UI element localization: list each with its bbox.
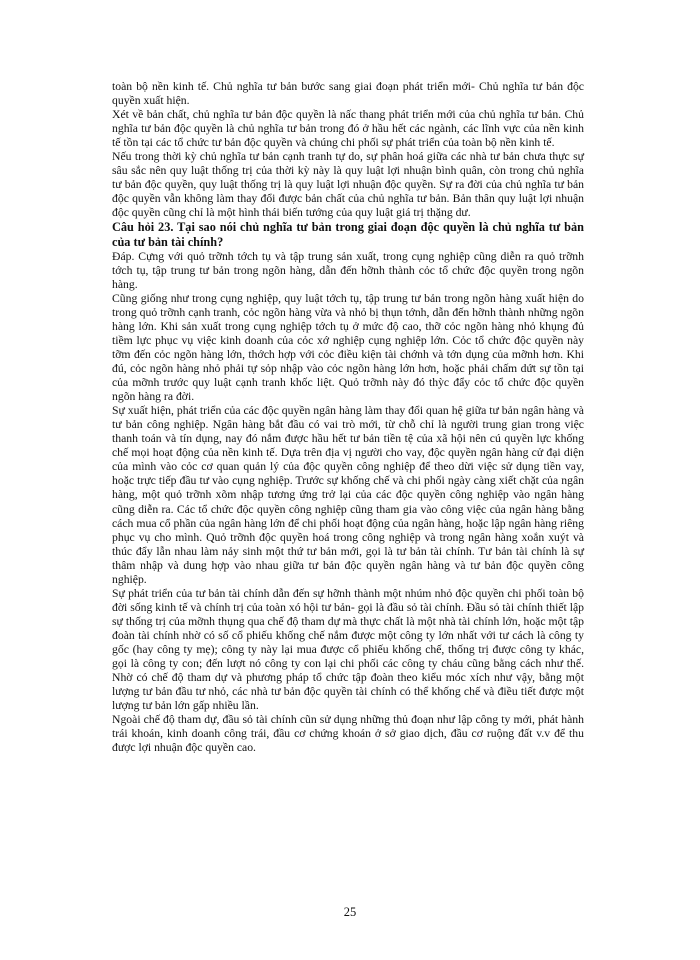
question-heading: Câu hỏi 23. Tại sao nói chủ nghĩa tư bản trong giai đoạn độc quyền là chủ nghĩa tư bản của tư bản tài chính? xyxy=(112,220,584,250)
answer-paragraph: Sự xuất hiện, phát triển của các độc quyền ngân hàng làm thay đổi quan hệ giữa tư bản ngân hàng và tư bản công nghiệp. Ngân hàng bắt đầu có vai trò mới, từ chỗ chỉ là người trung gian trong việc thanh toán và tín dụng, nay đó nắm được hầu hết tư bản tiền tệ của xã hội nên cú quyền lực khống chế mọi hoạt động của nền kinh tế. Dựa trên địa vị người cho vay, độc quyền ngân hàng cử đại diện của mình vào cỏc cơ quan quản lý của độc quyền công nghiệp để theo dừi việc sử dụng tiền vay, hoặc trực tiếp đầu tư vào cụng nghiệp. Trước sự khống chế và chi phối ngày càng xiết chặt của ngân hàng, một quỏ trỡnh xõm nhập tương ứng trở lại của các độc quyền công nghiệp vào ngân hàng cũng diễn ra. Các tổ chức độc quyền công nghiệp cũng tham gia vào công việc của ngân hàng bằng cách mua cổ phần của ngân hàng lớn để chi phối hoạt động của ngân hàng, hoặc lập ngân hàng riêng phục vụ cho mình. Quỏ trỡnh độc quyền hoá trong công nghiệp và trong ngân hàng xoắn xuýt và thúc đẩy lẫn nhau làm nảy sinh một thứ tư bản mới, gọi là tư bản tài chính. Tư bản tài chính là sự thâm nhập và dung hợp vào nhau giữa tư bản độc quyền ngân hàng và tư bản độc quyền công nghiệp. xyxy=(112,404,584,586)
page-number: 25 xyxy=(343,905,357,919)
answer-paragraph: Cũng giống như trong cụng nghiệp, quy luật tớch tụ, tập trung tư bản trong ngõn hàng xuất hiện do trong quỏ trỡnh cạnh tranh, cỏc ngõn hàng vừa và nhỏ bị thụn tớnh, dẫn đến hỡnh thành những ngõn hàng lớn. Khi sản xuất trong cụng nghiệp tớch tụ ở mức độ cao, thỡ cỏc ngõn hàng nhỏ khụng đủ tiềm lực phục vụ việc kinh doanh của cỏc xớ nghiệp cụng nghiệp lớn. Cỏc tổ chức độc quyền này tỡm đến cỏc ngõn hàng lớn, thớch hợp với cỏc điều kiện tài chớnh và tớn dụng của mỡnh hơn. Khi đú, cỏc ngõn hàng nhỏ phải tự sỏp nhập vào cỏc ngõn hàng lớn hơn, hoặc phải chấm dứt sự tồn tại của mỡnh trước quy luật cạnh tranh khốc liệt. Quỏ trỡnh này đó thỳc đẩy cỏc tổ chức độc quyền ngõn hàng ra đời. xyxy=(112,291,584,404)
paragraph: Nếu trong thời kỳ chủ nghĩa tư bản cạnh tranh tự do, sự phân hoá giữa các nhà tư bản chưa thực sự sâu sắc nên quy luật thống trị của thời kỳ này là quy luật lợi nhuận bình quân, còn trong chủ nghĩa tư bản độc quyền, quy luật thống trị là quy luật lợi nhuận độc quyền. Sự ra đời của chủ nghĩa tư bản độc quyền vẫn không làm thay đổi được bản chất của chủ nghĩa tư bản. Bản thân quy luật lợi nhuận độc quyền cũng chỉ là một hình thái biến tướng của quy luật giá trị thặng dư. xyxy=(112,150,584,220)
body-text xyxy=(112,80,584,755)
paragraph: Xét về bản chất, chủ nghĩa tư bản độc quyền là nấc thang phát triển mới của chủ nghĩa tư bản. Chủ nghĩa tư bản độc quyền là chủ nghĩa tư bản trong đó ở hầu hết các ngành, các lĩnh vực của nền kinh tế tồn tại các tổ chức tư bản độc quyền và chúng chi phối sự phát triển của toàn bộ nền kinh tế. xyxy=(112,108,584,150)
paragraph: toàn bộ nền kinh tế. Chủ nghĩa tư bản bước sang giai đoạn phát triển mới- Chủ nghĩa tư bản độc quyền xuất hiện. xyxy=(112,80,584,108)
answer-paragraph: Ngoài chế độ tham dự, đầu sỏ tài chính cũn sử dụng những thủ đoạn như lập công ty mới, phát hành trái khoán, kinh doanh công trái, đầu cơ chứng khoán ở sở giao dịch, đầu cơ ruộng đất v.v để thu được lợi nhuận độc quyền cao. xyxy=(112,713,584,755)
answer-paragraph: Đáp. Cựng với quỏ trỡnh tớch tụ và tập trung sản xuất, trong cụng nghiệp cũng diễn ra quỏ trỡnh tớch tụ, tập trung tư bản trong ngõn hàng, dẫn đến hỡnh thành cỏc tổ chức độc quyền trong ngõn hàng. xyxy=(112,249,584,291)
answer-paragraph: Sự phát triển của tư bản tài chính dẫn đến sự hỡnh thành một nhúm nhỏ độc quyền chi phối toàn bộ đời sống kinh tế và chính trị của toàn xó hội tư bản- gọi là đầu sỏ tài chính. Đầu sỏ tài chính thiết lập sự thống trị của mỡnh thụng qua chế độ tham dự mà thực chất là một nhà tài chính lớn, hoặc một tập đoàn tài chính nhờ có số cổ phiếu khống chế nắm được một công ty lớn nhất với tư cách là công ty gốc (hay công ty mẹ); công ty này lại mua được cổ phiếu khống chế, thống trị được công ty khác, gọi là công ty con; đến lượt nó công ty con lại chi phối các công ty cháu cũng bằng cách như thế. Nhờ có chế độ tham dự và phương pháp tổ chức tập đoàn theo kiểu móc xích như vậy, bằng một lượng tư bản đầu tư nhỏ, các nhà tư bản độc quyền tài chính có thể khống chế và điều tiết được một lượng tư bản lớn gấp nhiều lần. xyxy=(112,586,584,713)
